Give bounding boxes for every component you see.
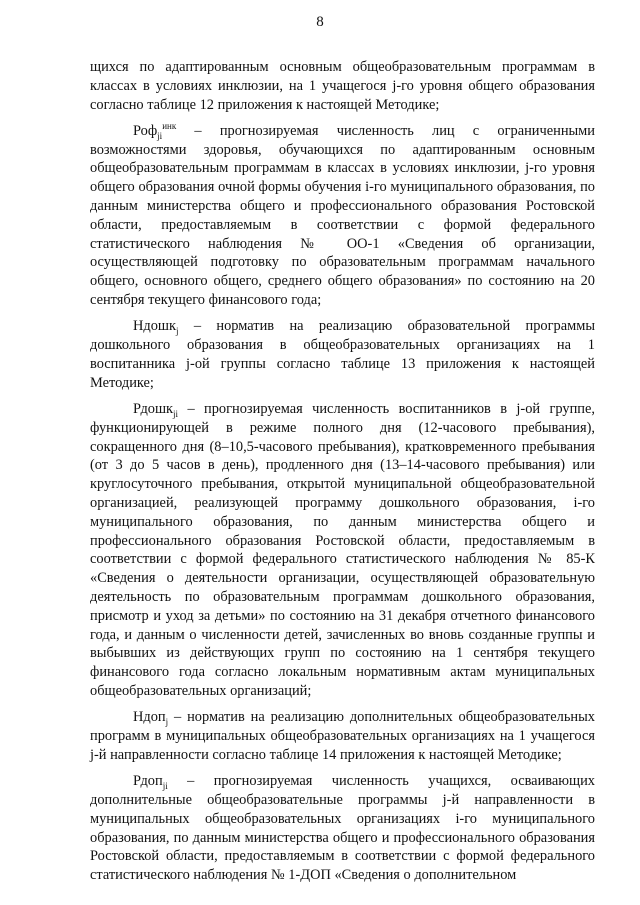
paragraph-definition-ndoshk bbox=[90, 317, 595, 392]
term: Ндоп bbox=[133, 709, 166, 726]
paragraph-definition-ndop bbox=[90, 708, 595, 764]
term: Ндошк bbox=[133, 318, 176, 335]
term-subscript: ji bbox=[157, 130, 163, 141]
paragraph-text: – прогнозируемая численность лиц с ограниченными возможностями здоровья, обучающихся по адаптированным основным общеобразовательным программам в классах в условиях инклюзии, j-го уровня общего образования очной формы обучения i-го муниципального образования, по данным министерства общего и профессионального образования Ростовской области, предоставляемым в соответствии с формой федерального статистического наблюдения № ОО-1 «Сведения об организации, осуществляющей подготовку по образовательным программам начального общего, основного общего, среднего общего образования» по состоянию на 20 сентября текущего финансового года; bbox=[90, 122, 595, 309]
page-number: 8 bbox=[316, 14, 324, 30]
term-superscript: инк bbox=[162, 121, 177, 132]
paragraph-definition-rdop bbox=[90, 772, 595, 885]
paragraph-text: – прогнозируемая численность воспитанников в j-ой группе, функционирующей в режиме полного дня (12-часового пребывания), сокращенного дня (8–10,5-часового пребывания), кратковременного пребывания (от 3 до 5 часов в день), продленного дня (13–14-часового пребывания) или круглосуточного пребывания, открытой муниципальной общеобразовательной организацией, реализующей программу дошкольного образования, i-го муниципального образования, по данным министерства общего и профессионального образования Ростовской области, предоставляемым в соответствии с формой федерального статистического наблюдения № 85-К «Сведения о деятельности организации, осуществляющей образовательную деятельность по образовательным программам дошкольного образования, присмотр и уход за детьми» по состоянию на 31 декабря отчетного финансового года, и данным о численности детей, зачисленных во вновь созданные группы и выбывших из действующих групп по состоянию на 1 сентября текущего финансового года согласно локальным нормативным актам муниципальных общеобразовательных организаций; bbox=[90, 401, 595, 699]
paragraph-definition-rdoshk bbox=[90, 400, 595, 701]
paragraph-continuation bbox=[90, 58, 595, 114]
term-subscript: ji bbox=[162, 781, 168, 792]
paragraph-definition-rof bbox=[90, 122, 595, 310]
term: Рдошк bbox=[133, 401, 174, 418]
term-subscript: ji bbox=[173, 408, 179, 419]
term-subscript: j bbox=[175, 326, 179, 337]
document-body bbox=[90, 58, 595, 892]
term: Роф bbox=[133, 122, 158, 139]
paragraph-text: – норматив на реализацию дополнительных общеобразовательных программ в муниципальных общеобразовательных организациях на 1 учащегося j-й направленности согласно таблице 14 приложения к настоящей Методике; bbox=[90, 709, 595, 763]
paragraph-text: – норматив на реализацию образовательной программы дошкольного образования в общеобразовательных организациях на 1 воспитанника j-ой группы согласно таблице 13 приложения к настоящей Методике; bbox=[90, 318, 595, 391]
term: Рдоп bbox=[133, 773, 163, 790]
paragraph-text: – прогнозируемая численность учащихся, осваивающих дополнительные общеобразовательные программы j-й направленности в муниципальных общеобразовательных организациях i-го муниципального образования, по данным министерства общего и профессионального образования Ростовской области, предоставляемым в соответствии с формой федерального статистического наблюдения № 1-ДОП «Сведения о дополнительном bbox=[90, 773, 595, 884]
term-subscript: j bbox=[165, 717, 169, 728]
paragraph-text: щихся по адаптированным основным общеобразовательным программам в классах в условиях инклюзии, на 1 учащегося j-го уровня общего образования согласно таблице 12 приложения к настоящей Методике; bbox=[90, 59, 595, 113]
